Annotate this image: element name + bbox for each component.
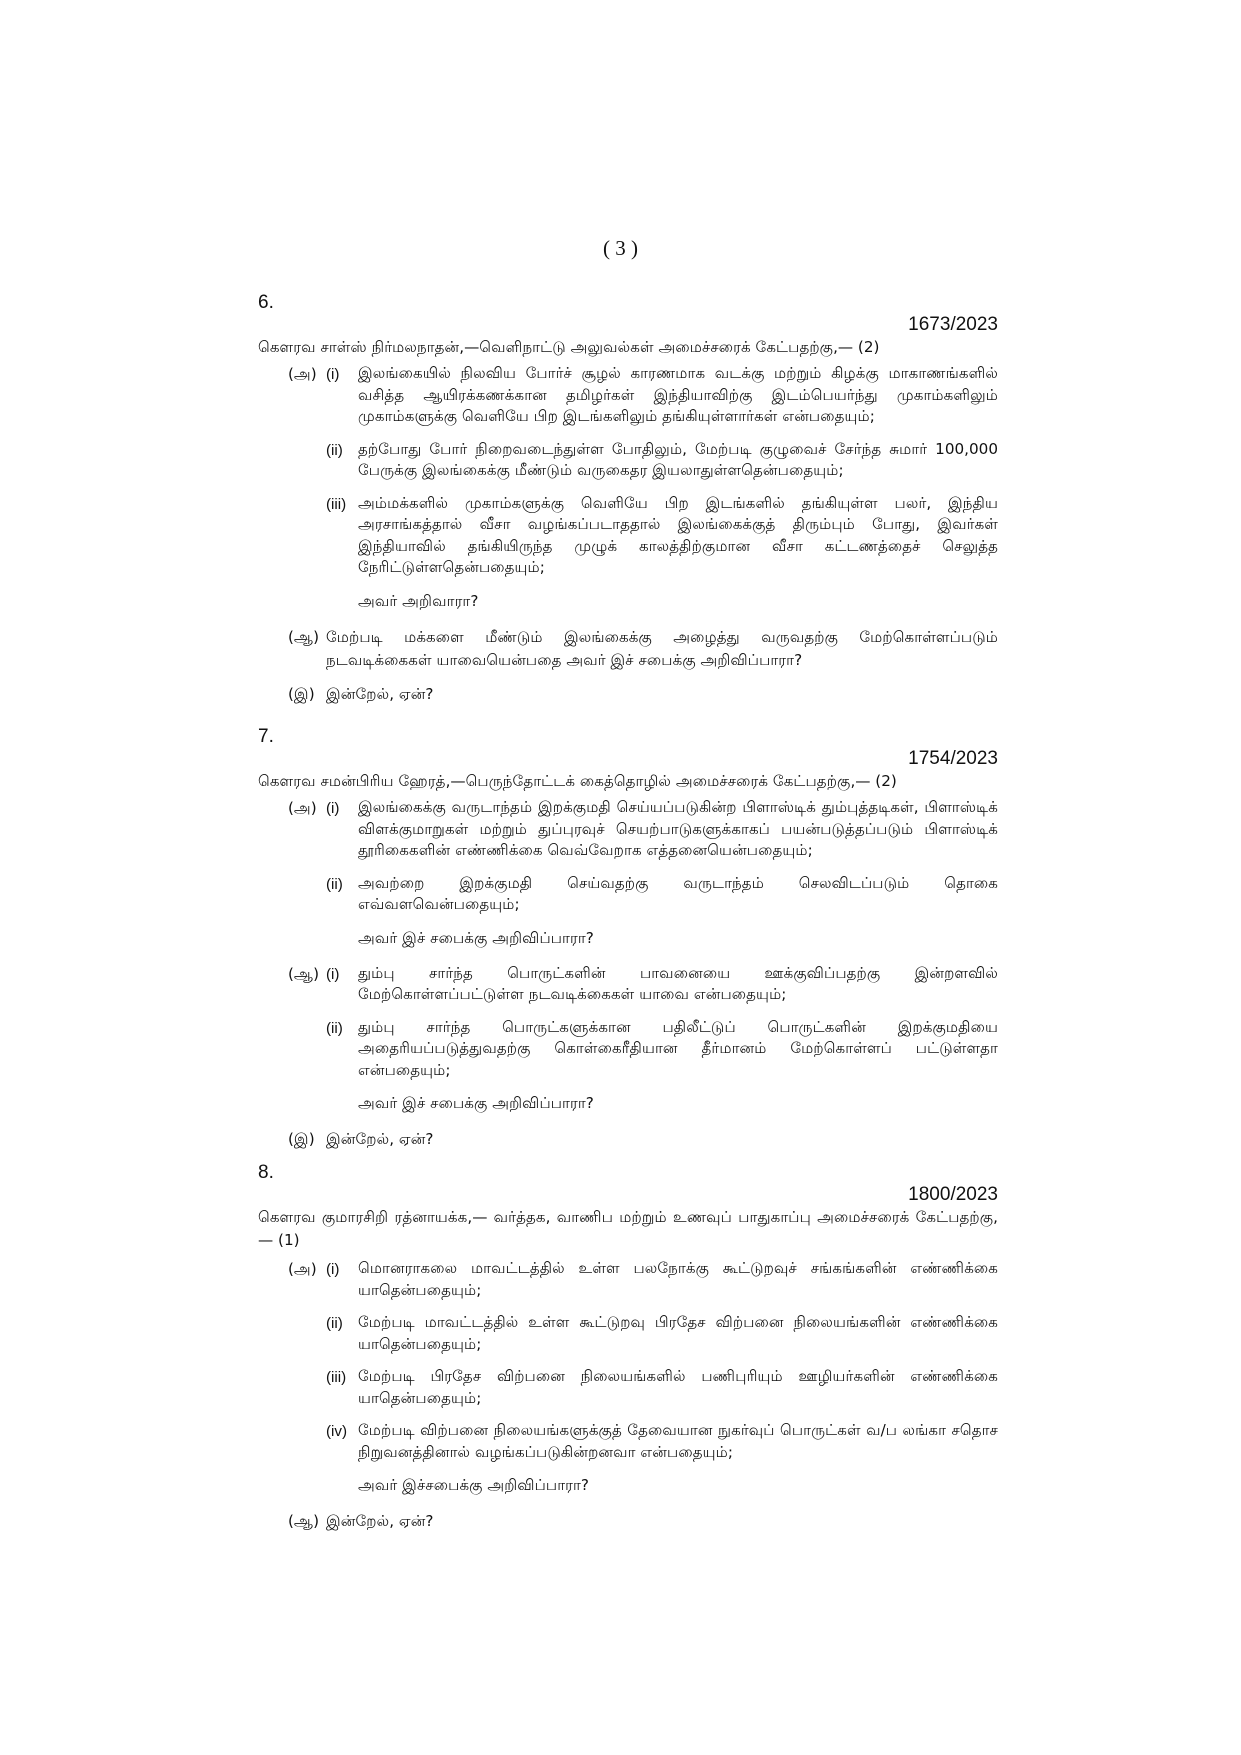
item-label: (ii): [326, 1315, 343, 1332]
item-text: இலங்கைக்கு வருடாந்தம் இறக்குமதி செய்யப்படுகின்ற பிளாஸ்டிக் தும்புத்தடிகள், பிளாஸ்டிக் விளக்குமாறுகள் மற்றும் துப்புரவுச் செயற்பாடுகளுக்காகப் பயன்படுத்தப்படும் பிளாஸ்டிக் தூரிகைகளின் எண்ணிக்கை வெவ்வேறாக எத்தனையென்பதையும்;: [358, 798, 998, 859]
item-text: தற்போது போர் நிறைவடைந்துள்ள போதிலும், மேற்படி குழுவைச் சேர்ந்த சுமார் 100,000 பேருக்கு இலங்கைக்கு மீண்டும் வருகைதர இயலாதுள்ளதென்பதையும்;: [358, 439, 998, 479]
part-a: [288, 363, 998, 613]
list-item: [326, 493, 998, 579]
item-label: (iii): [326, 1369, 347, 1386]
list-item: [326, 1312, 998, 1355]
part-a: [288, 1258, 998, 1497]
question-reference: 1673/2023: [908, 314, 998, 335]
part-b: [288, 626, 998, 672]
item-label: (i): [326, 366, 340, 383]
part-c: [288, 683, 998, 706]
list-item: [326, 1366, 998, 1409]
item-label: (iv): [326, 1423, 348, 1440]
item-text: தும்பு சார்ந்த பொருட்களுக்கான பதிலீட்டுப் பொருட்களின் இறக்குமதியை அதைரியப்படுத்துவதற்கு கொள்கைரீதியான தீர்மானம் மேற்கொள்ளப் பட்டுள்ளதா என்பதையும்;: [358, 1017, 998, 1079]
part-text: இன்றேல், ஏன்?: [326, 684, 434, 703]
list-item: [326, 1420, 998, 1463]
question-heading: கௌரவ சாள்ஸ் நிர்மலநாதன்,—வெளிநாட்டு அலுவல்கள் அமைச்சரைக் கேட்பதற்கு,— (2): [258, 338, 880, 356]
question-reference: 1800/2023: [908, 1184, 998, 1205]
question-reference: 1754/2023: [908, 748, 998, 769]
list-item: [326, 797, 998, 862]
question-heading: கௌரவ சமன்பிரிய ஹேரத்,—பெருந்தோட்டக் கைத்தொழில் அமைச்சரைக் கேட்பதற்கு,— (2): [258, 772, 897, 790]
item-label: (i): [326, 965, 340, 983]
item-text: மேற்படி பிரதேச விற்பனை நிலையங்களில் பணிபுரியும் ஊழியர்களின் எண்ணிக்கை யாதென்பதையும்;: [358, 1367, 998, 1407]
item-label: (iii): [326, 495, 347, 513]
list-item: [326, 1258, 998, 1301]
item-text: மேற்படி மாவட்டத்தில் உள்ள கூட்டுறவு பிரதேச விற்பனை நிலையங்களின் எண்ணிக்கை யாதென்பதையும்;: [358, 1313, 998, 1353]
part-b: [288, 963, 998, 1116]
item-label: (ii): [326, 875, 343, 893]
question-number: 6.: [258, 292, 274, 313]
item-text: அம்மக்களில் முகாம்களுக்கு வெளியே பிற இடங்களில் தங்கியுள்ள பலர், இந்திய அரசாங்கத்தால் வீசா வழங்கப்படாததால் இலங்கைக்குத் திரும்பும் போது, இவர்கள் இந்தியாவில் தங்கியிருந்த முழுக் காலத்திற்குமான வீசா கட்டணத்தைச் செலுத்த நேரிட்டுள்ளதென்பதையும்;: [358, 493, 998, 576]
part-label: (ஆ): [288, 1512, 320, 1530]
part-closing-question: அவர் அறிவாரா?: [358, 591, 479, 610]
part-b: [288, 1510, 998, 1533]
part-a: [288, 797, 998, 950]
part-closing-question: அவர் இச்சபைக்கு அறிவிப்பாரா?: [358, 1476, 589, 1494]
part-closing-question: அவர் இச் சபைக்கு அறிவிப்பாரா?: [358, 1094, 594, 1112]
item-text: தும்பு சார்ந்த பொருட்களின் பாவனையை ஊக்குவிப்பதற்கு இன்றளவில் மேற்கொள்ளப்பட்டுள்ள நடவடிக்கைகள் யாவை என்பதையும்;: [358, 963, 998, 1003]
list-item: [326, 439, 998, 482]
part-closing-question: அவர் இச் சபைக்கு அறிவிப்பாரா?: [358, 928, 594, 947]
part-label: (ஆ): [288, 964, 320, 983]
list-item: [326, 363, 998, 428]
list-item: [326, 873, 998, 916]
item-text: மொனராகலை மாவட்டத்தில் உள்ள பலநோக்கு கூட்டுறவுச் சங்கங்களின் எண்ணிக்கை யாதென்பதையும்;: [358, 1259, 998, 1299]
question-number: 7.: [258, 726, 274, 747]
list-item: [326, 963, 998, 1006]
question-number: 8.: [258, 1162, 274, 1183]
part-label: (அ): [288, 799, 317, 817]
item-label: (ii): [326, 441, 343, 459]
item-text: அவற்றை இறக்குமதி செய்வதற்கு வருடாந்தம் செலவிடப்படும் தொகை எவ்வளவென்பதையும்;: [358, 873, 998, 913]
item-label: (ii): [326, 1019, 343, 1037]
item-text: மேற்படி விற்பனை நிலையங்களுக்குத் தேவையான நுகர்வுப் பொருட்கள் வ/ப லங்கா சதொச நிறுவனத்தினால் வழங்கப்படுகின்றனவா என்பதையும்;: [358, 1421, 998, 1461]
item-label: (i): [326, 1261, 340, 1278]
part-c: [288, 1128, 998, 1151]
part-label: (ஆ): [288, 627, 320, 646]
question-heading: கௌரவ குமாரசிறி ரத்னாயக்க,— வர்த்தக, வாணிப மற்றும் உணவுப் பாதுகாப்பு அமைச்சரைக் கேட்பதற்கு,— (1): [258, 1208, 998, 1249]
item-text: இலங்கையில் நிலவிய போர்ச் சூழல் காரணமாக வடக்கு மற்றும் கிழக்கு மாகாணங்களில் வசித்த ஆயிரக்கணக்கான தமிழர்கள் இந்தியாவிற்கு இடம்பெயர்ந்து முகாம்களிலும் முகாம்களுக்கு வெளியே பிற இடங்களிலும் தங்கியுள்ளார்கள் என்பதையும்;: [358, 364, 998, 425]
item-label: (i): [326, 800, 340, 817]
part-text: இன்றேல், ஏன்?: [326, 1130, 434, 1148]
part-label: (அ): [288, 1260, 317, 1278]
part-label: (இ): [288, 684, 315, 703]
part-text: மேற்படி மக்களை மீண்டும் இலங்கைக்கு அழைத்து வருவதற்கு மேற்கொள்ளப்படும் நடவடிக்கைகள் யாவையென்பதை அவர் இச் சபைக்கு அறிவிப்பாரா?: [326, 627, 998, 669]
list-item: [326, 1017, 998, 1082]
page-number: ( 3 ): [603, 236, 638, 260]
part-label: (இ): [288, 1130, 315, 1148]
part-text: இன்றேல், ஏன்?: [326, 1512, 434, 1530]
part-label: (அ): [288, 365, 317, 383]
